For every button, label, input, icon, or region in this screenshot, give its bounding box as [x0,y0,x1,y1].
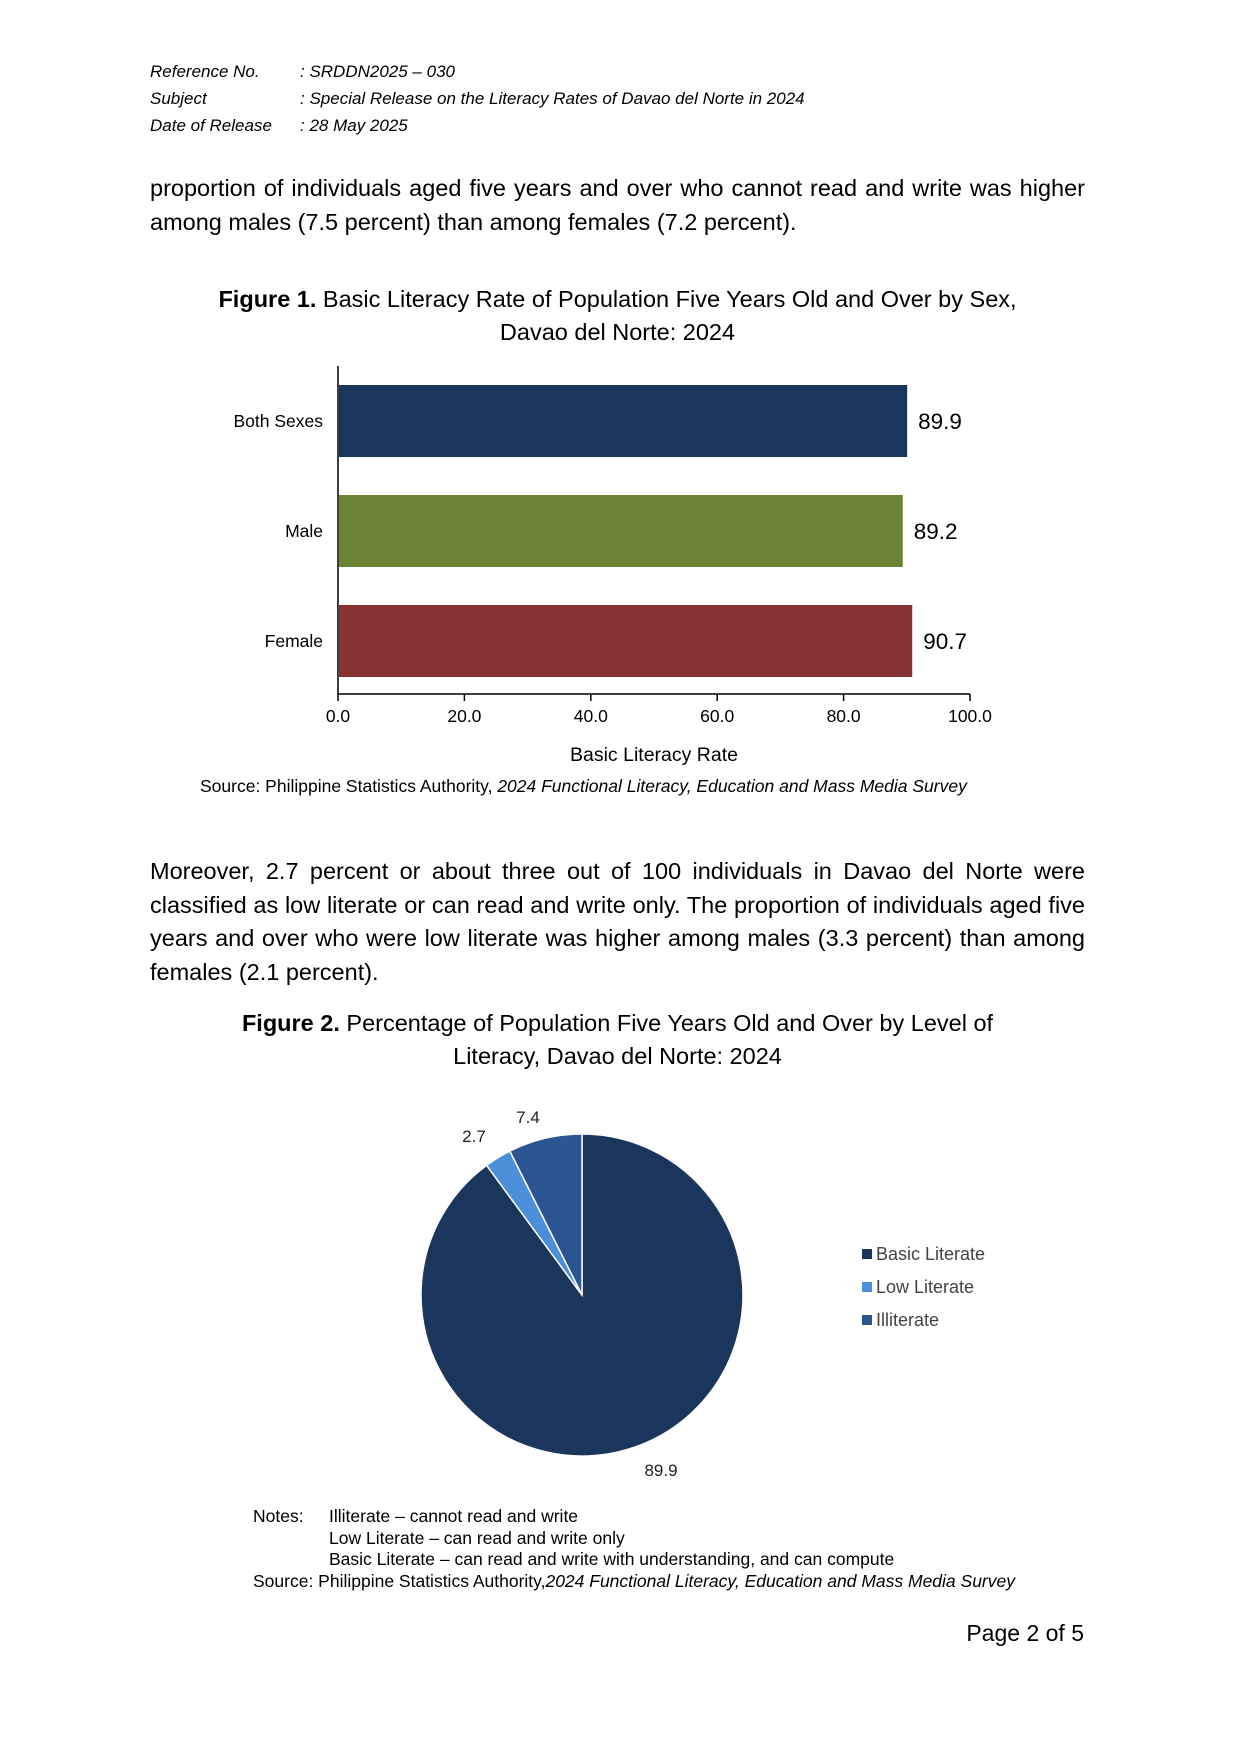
figure-1-title-line2: Davao del Norte: 2024 [499,319,736,345]
x-tick-label: 60.0 [700,706,735,726]
legend-swatch [862,1315,872,1325]
reference-label: Reference No. [150,62,260,81]
pie-value-label: 7.4 [516,1108,540,1127]
figure-2-source-prefix: Source: Philippine Statistics Authority, [253,1570,546,1591]
legend-label: Basic Literate [876,1244,986,1264]
literacy-pie-chart [0,1080,1241,1500]
figure-2-notes [253,1506,1015,1592]
figure-2-title-line2: Literacy, Davao del Norte: 2024 [453,1043,782,1069]
literacy-bar-chart [0,0,1241,790]
pie-value-label: 89.9 [644,1461,678,1480]
x-tick-label: 0.0 [325,706,351,726]
legend-swatch [862,1282,872,1292]
note-line-2: Low Literate – can read and write only [329,1527,625,1548]
x-tick-label: 80.0 [826,706,861,726]
bar-both-sexes [339,385,907,457]
bar-value-label: 89.9 [918,409,962,434]
page-number: Page 2 of 5 [966,1620,1084,1646]
x-tick-label: 100.0 [948,706,992,726]
release-date-label: Date of Release [150,116,272,135]
bar-value-label: 90.7 [923,629,968,654]
legend-label: Low Literate [876,1277,975,1297]
legend-label: Illiterate [876,1310,940,1330]
pie-value-label: 2.7 [462,1127,486,1146]
bar-category-label: Male [285,521,323,541]
reference-value: : SRDDN2025 – 030 [300,62,455,81]
bar-category-label: Both Sexes [233,411,323,431]
bar-chart-x-axis-title: Basic Literacy Rate [570,744,738,766]
release-date-value: : 28 May 2025 [300,116,408,135]
body-paragraph-1: proportion of individuals aged five years and over who cannot read and write was higher among males (7.5 percent) than among females (7.2 percent). [150,175,1085,235]
figure-2-source-title: 2024 Functional Literacy, Education and Mass Media Survey [545,1570,1015,1591]
figure-2-title [150,1007,1085,1073]
figure-2-title-line1: Percentage of Population Five Years Old and Over by Level of [339,1010,994,1036]
subject-value: : Special Release on the Literacy Rates of Davao del Norte in 2024 [300,89,805,108]
bar-female [339,605,912,677]
figure-1-label: Figure 1. [218,286,317,312]
x-tick-label: 40.0 [573,706,608,726]
figure-1-source [200,776,967,797]
figure-2-label: Figure 2. [241,1010,340,1036]
figure-1-title-line1: Basic Literacy Rate of Population Five Years Old and Over by Sex, [316,286,1017,312]
bar-category-label: Female [264,631,323,651]
legend-swatch [862,1249,872,1259]
note-line-3: Basic Literate – can read and write with understanding, and can compute [329,1549,895,1569]
bar-male [339,495,903,567]
subject-label: Subject [150,89,207,108]
note-line-1: Illiterate – cannot read and write [329,1506,579,1526]
x-tick-label: 20.0 [447,706,482,726]
body-paragraph-2: Moreover, 2.7 percent or about three out of 100 individuals in Davao del Norte were classified as low literate or can read and write only. The proportion of individuals aged five years and over who were low literate was higher among males (3.3 percent) than among females (2.1 percent). [150,858,1085,985]
figure-1-source-title: 2024 Functional Literacy, Education and Mass Media Survey [497,776,967,796]
notes-label: Notes: [253,1506,304,1526]
figure-1-source-prefix: Source: Philippine Statistics Authority, [200,776,498,796]
bar-value-label: 89.2 [913,519,958,544]
